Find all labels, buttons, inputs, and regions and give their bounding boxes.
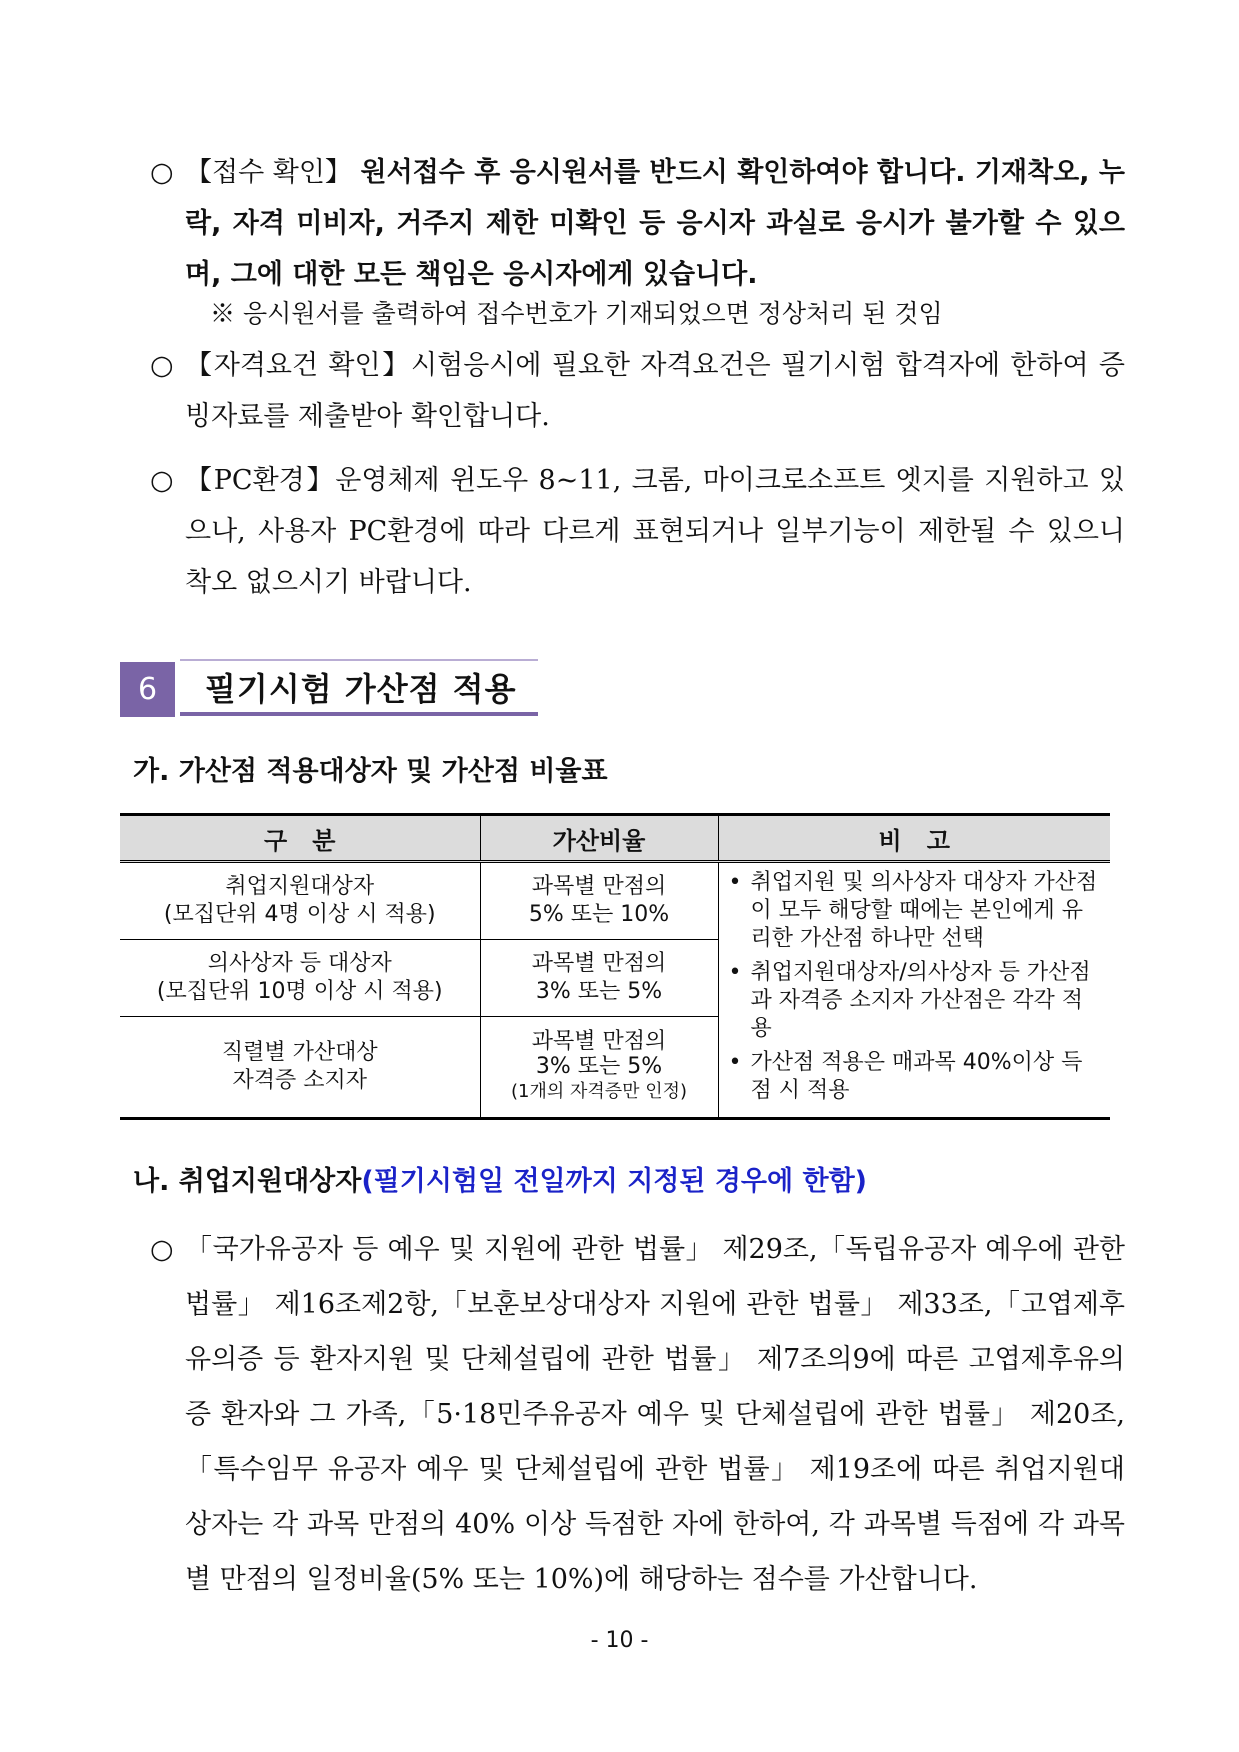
rate-line: 과목별 만점의 xyxy=(531,873,667,899)
qualification-text: 【자격요건 확인】시험응시에 필요한 자격요건은 필기시험 합격자에 한하여 증빙자료를 제출받아 확인합니다. xyxy=(185,350,1125,432)
circle-bullet-icon: ○ xyxy=(150,350,174,381)
header-rate: 가산비율 xyxy=(480,815,718,862)
row-rate xyxy=(480,862,718,940)
rate-line: 5% 또는 10% xyxy=(528,901,670,927)
target-line: 의사상자 등 대상자 xyxy=(207,950,392,976)
remarks-cell xyxy=(718,862,1110,1119)
rate-note: (1개의 자격증만 인정) xyxy=(510,1081,688,1103)
row-rate xyxy=(480,939,718,1017)
remark-text: 취업지원대상자/의사상자 등 가산점과 자격증 소지자 가산점은 각각 적용 xyxy=(750,960,1091,1041)
rate-line: 3% 또는 5% xyxy=(535,978,663,1004)
remark-text: 취업지원 및 의사상자 대상자 가산점이 모두 해당할 때에는 본인에게 유리한 가산점 하나만 선택 xyxy=(750,870,1098,951)
bullet-dot-icon: • xyxy=(728,870,742,895)
row-target xyxy=(120,1017,480,1119)
row-rate xyxy=(480,1017,718,1119)
row-target xyxy=(120,939,480,1017)
remark-item xyxy=(729,1049,1101,1105)
row-target xyxy=(120,862,480,940)
target-line: 취업지원대상자 xyxy=(225,873,375,899)
bullet-dot-icon: • xyxy=(728,1050,742,1075)
receipt-tag: 【접수 확인】 xyxy=(185,157,352,188)
bonus-rate-table xyxy=(120,813,1110,1120)
receipt-note: ※ 응시원서를 출력하여 접수번호가 기재되었으면 정상처리 된 것임 xyxy=(210,299,943,328)
rate-line: 3% 또는 5% xyxy=(535,1054,663,1080)
target-line: (모집단위 10명 이상 시 적용) xyxy=(156,978,443,1004)
target-line: 직렬별 가산대상 xyxy=(221,1040,378,1066)
section-divider-top xyxy=(180,659,538,661)
qualification-paragraph xyxy=(150,340,1125,442)
circle-bullet-icon: ○ xyxy=(150,157,174,188)
remark-text: 가산점 적용은 매과목 40%이상 득점 시 적용 xyxy=(750,1050,1083,1103)
rate-line: 과목별 만점의 xyxy=(531,950,667,976)
subsection-a-title: 가. 가산점 적용대상자 및 가산점 비율표 xyxy=(133,756,608,787)
remark-item xyxy=(729,869,1101,953)
receipt-paragraph xyxy=(150,147,1125,300)
section-number: 6 xyxy=(120,662,175,717)
target-line: (모집단위 4명 이상 시 적용) xyxy=(163,901,436,927)
circle-bullet-icon: ○ xyxy=(150,465,174,496)
section-underline xyxy=(180,712,538,716)
subsection-b-condition: (필기시험일 전일까지 지정된 경우에 한함) xyxy=(361,1166,867,1197)
section-title: 필기시험 가산점 적용 xyxy=(205,670,517,708)
pc-text: 【PC환경】운영체제 윈도우 8~11, 크롬, 마이크로소프트 엣지를 지원하고 있으나, 사용자 PC환경에 따라 다르게 표현되거나 일부기능이 제한될 수 있으니 착오 없으시기 바랍니다. xyxy=(185,465,1125,598)
pc-paragraph xyxy=(150,455,1125,608)
page-number: - 10 - xyxy=(590,1628,649,1653)
bullet-dot-icon: • xyxy=(728,960,742,985)
table-row xyxy=(120,862,1110,940)
remark-item xyxy=(729,959,1101,1043)
law-text: 「국가유공자 등 예우 및 지원에 관한 법률」 제29조,「독립유공자 예우에 관한 법률」 제16조제2항,「보훈보상대상자 지원에 관한 법률」 제33조,「고엽제후유의증 등 환자지원 및 단체설립에 관한 법률」 제7조의9에 따른 고엽제후유의증 환자와 그 가족,「5·18민주유공자 예우 및 단체설립에 관한 법률」 제20조,「특수임무 유공자 예우 및 단체설립에 관한 법률」 제19조에 따른 취업지원대상자는 각 과목 만점의 40% 이상 득점한 자에 한하여, 각 과목별 득점에 각 과목별 만점의 일정비율(5% 또는 10%)에 해당하는 점수를 가산합니다. xyxy=(185,1234,1125,1595)
receipt-text: 원서접수 후 응시원서를 반드시 확인하여야 합니다. 기재착오, 누락, 자격 미비자, 거주지 제한 미확인 등 응시자 과실로 응시가 불가할 수 있으며, 그에 대한 모든 책임은 응시자에게 있습니다. xyxy=(185,157,1125,290)
law-paragraph xyxy=(150,1222,1125,1607)
subsection-b-title xyxy=(133,1162,867,1202)
table-header-row xyxy=(120,815,1110,862)
header-category: 구 분 xyxy=(120,815,480,862)
rate-line: 과목별 만점의 xyxy=(531,1029,667,1055)
subsection-b-label: 나. 취업지원대상자 xyxy=(133,1166,362,1197)
circle-bullet-icon: ○ xyxy=(150,1234,174,1265)
header-remarks: 비 고 xyxy=(718,815,1110,862)
target-line: 자격증 소지자 xyxy=(232,1068,367,1094)
